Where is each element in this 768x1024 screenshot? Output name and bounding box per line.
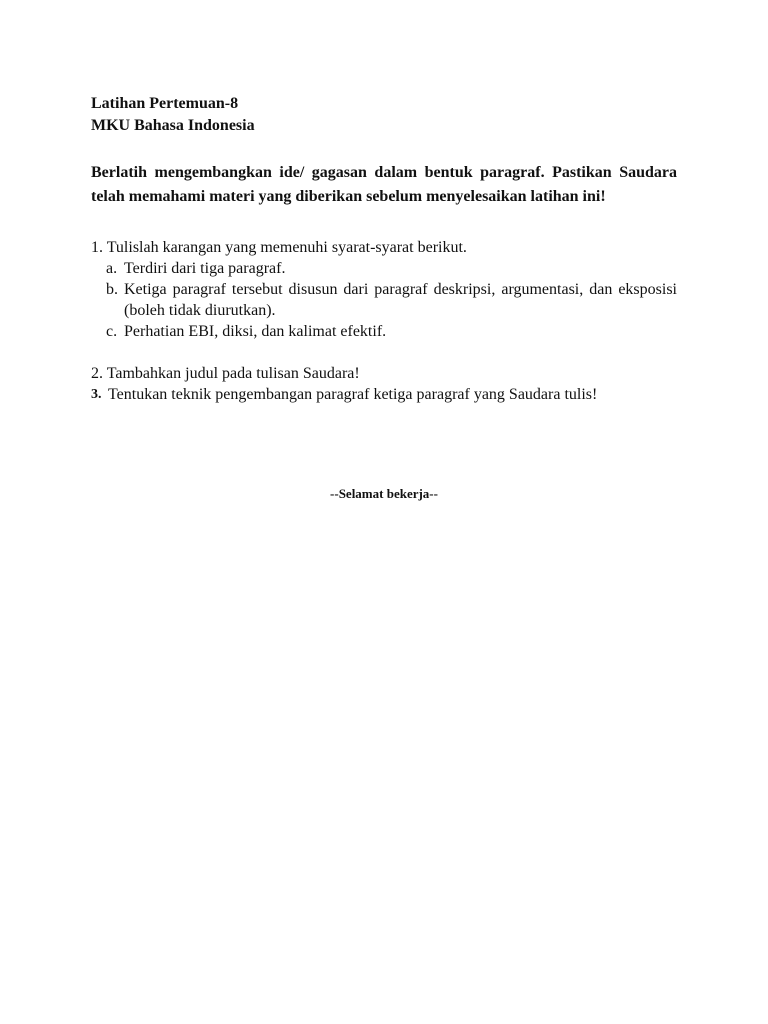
instruction-paragraph: Berlatih mengembangkan ide/ gagasan dalam bentuk paragraf. Pastikan Saudara telah memahami materi yang diberikan sebelum menyelesaikan latihan ini! — [91, 164, 677, 205]
question-3 — [91, 384, 677, 405]
closing-note: --Selamat bekerja-- — [330, 486, 438, 501]
document-header — [91, 93, 255, 137]
subitem-text: Perhatian EBI, diksi, dan kalimat efektif. — [124, 323, 387, 340]
spacer — [91, 342, 677, 363]
subitem-text: Terdiri dari tiga paragraf. — [124, 260, 286, 277]
subitem-c — [91, 321, 677, 342]
course-title: MKU Bahasa Indonesia — [91, 117, 255, 134]
question-3-text: Tentukan teknik pengembangan paragraf ketiga paragraf yang Saudara tulis! — [108, 386, 598, 403]
question-1: 1. Tulislah karangan yang memenuhi syarat-syarat berikut. — [91, 239, 467, 256]
subitem-marker: b. — [106, 281, 118, 298]
question-3-number: 3. — [91, 387, 102, 402]
question-2: 2. Tambahkan judul pada tulisan Saudara! — [91, 365, 360, 382]
question-1-subitems — [91, 258, 677, 342]
subitem-text: Ketiga paragraf tersebut disusun dari paragraf deskripsi, argumentasi, dan eksposisi (boleh tidak diurutkan). — [124, 281, 677, 319]
subitem-a — [91, 258, 677, 279]
subitem-marker: c. — [106, 323, 118, 340]
subitem-marker: a. — [106, 260, 118, 277]
question-list — [91, 237, 677, 405]
exercise-title: Latihan Pertemuan-8 — [91, 95, 239, 112]
subitem-b — [91, 279, 677, 321]
